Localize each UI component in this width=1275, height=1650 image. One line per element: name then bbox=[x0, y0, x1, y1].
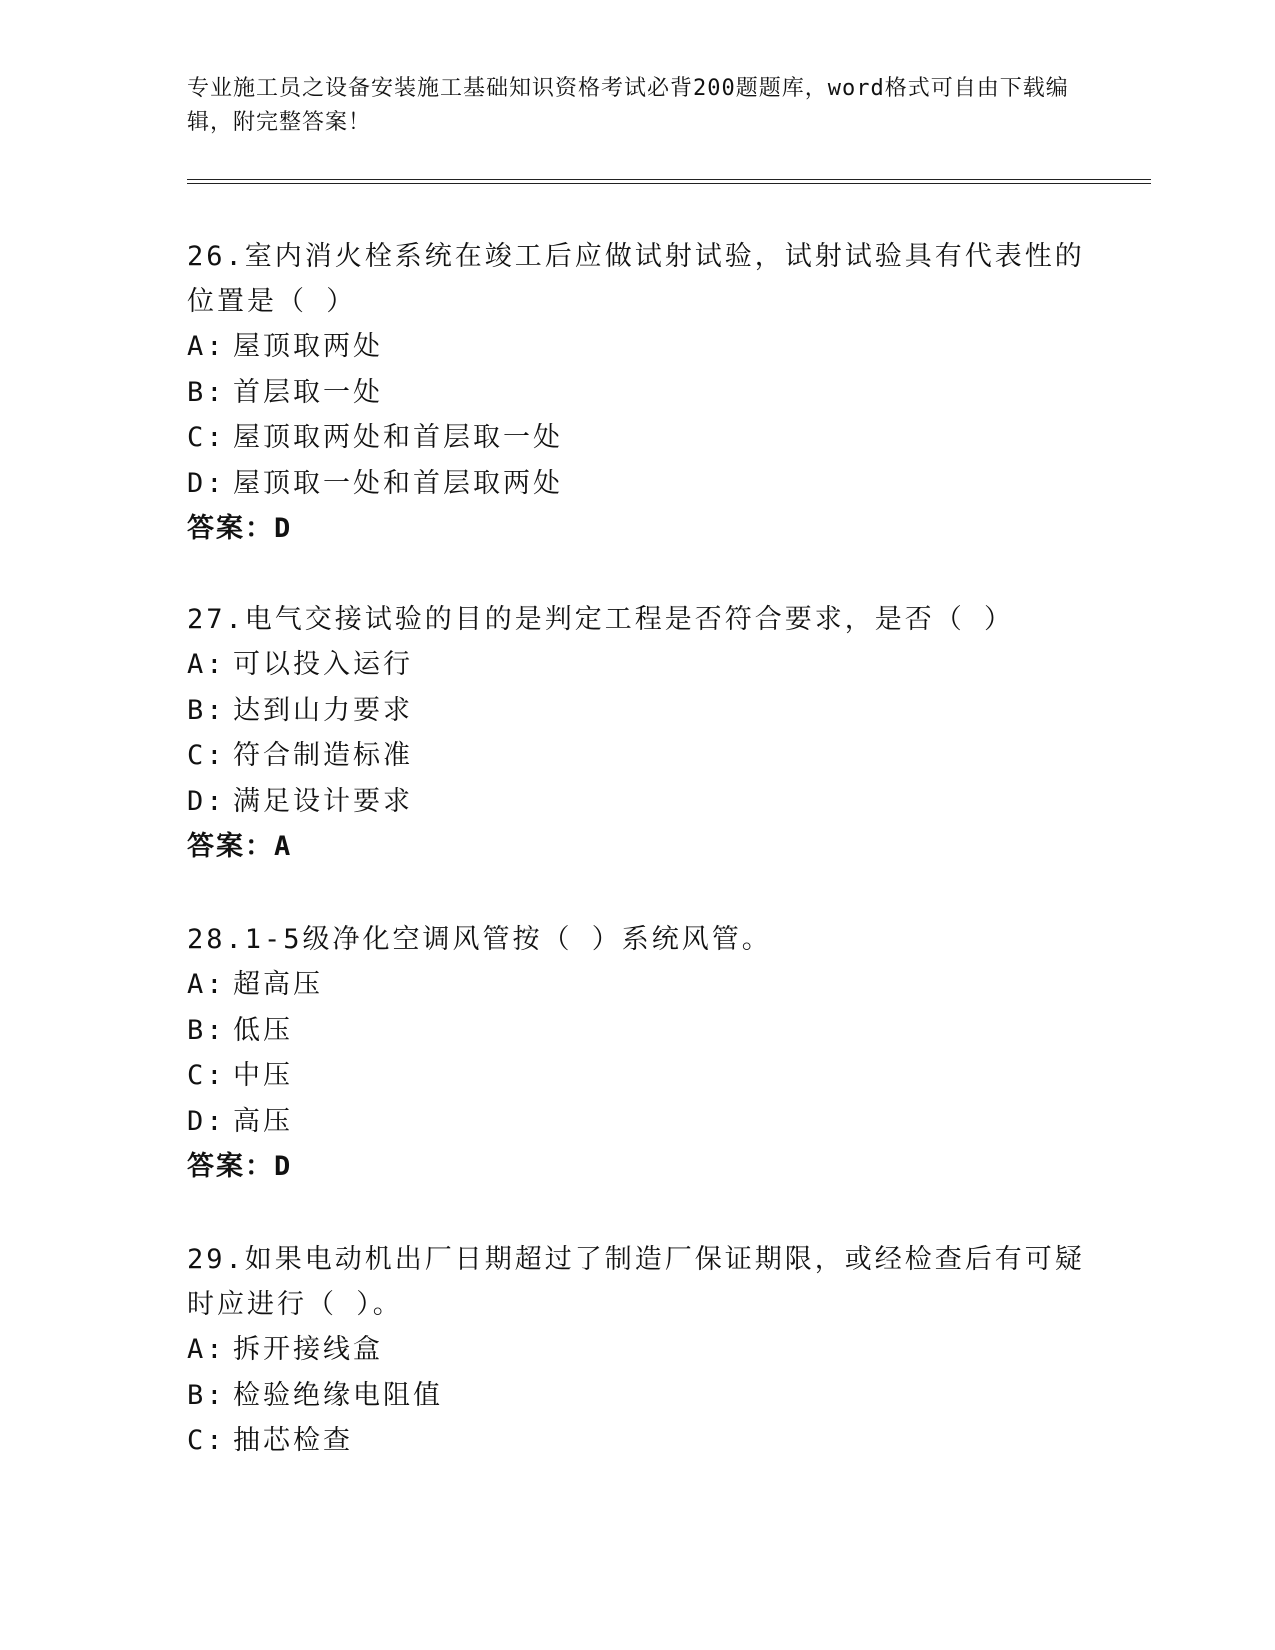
option-letter: B: bbox=[187, 376, 226, 408]
option-d bbox=[187, 1099, 1087, 1145]
header-rule-bottom bbox=[187, 183, 1151, 184]
option-letter: C: bbox=[187, 422, 226, 453]
option-c bbox=[187, 415, 1087, 461]
option-text: 中压 bbox=[233, 1060, 293, 1091]
question-27 bbox=[187, 597, 1087, 870]
answer-line: 答案：A bbox=[187, 831, 293, 862]
option-text: 达到山力要求 bbox=[233, 694, 413, 726]
option-text: 可以投入运行 bbox=[233, 649, 413, 680]
option-letter: D: bbox=[187, 467, 226, 499]
option-text: 抽芯检查 bbox=[233, 1425, 353, 1456]
question-text: 29.如果电动机出厂日期超过了制造厂保证期限，或经检查后有可疑时应进行（ ）。 bbox=[187, 1244, 1085, 1320]
option-c bbox=[187, 1418, 1087, 1464]
option-a bbox=[187, 642, 1087, 688]
option-a bbox=[187, 324, 1087, 370]
question-text: 27.电气交接试验的目的是判定工程是否符合要求，是否（ ） bbox=[187, 604, 1015, 635]
option-text: 屋顶取一处和首层取两处 bbox=[233, 467, 563, 499]
option-text: 超高压 bbox=[233, 969, 323, 1000]
option-letter: C: bbox=[187, 1060, 226, 1091]
option-b bbox=[187, 370, 1087, 416]
option-letter: D: bbox=[187, 785, 226, 817]
option-text: 高压 bbox=[233, 1105, 293, 1137]
option-letter: A: bbox=[187, 1334, 226, 1365]
option-text: 低压 bbox=[233, 1014, 293, 1046]
option-letter: A: bbox=[187, 649, 226, 680]
option-text: 检验绝缘电阻值 bbox=[233, 1379, 443, 1411]
answer-line: 答案：D bbox=[187, 513, 293, 544]
question-text: 28.1-5级净化空调风管按（ ）系统风管。 bbox=[187, 924, 772, 955]
header-rule-top bbox=[187, 179, 1151, 180]
option-letter: B: bbox=[187, 1014, 226, 1046]
question-text: 26.室内消火栓系统在竣工后应做试射试验，试射试验具有代表性的位置是（ ） bbox=[187, 241, 1085, 317]
option-text: 拆开接线盒 bbox=[233, 1334, 383, 1365]
option-text: 首层取一处 bbox=[233, 376, 383, 408]
option-letter: B: bbox=[187, 694, 226, 726]
option-letter: B: bbox=[187, 1379, 226, 1411]
option-c bbox=[187, 733, 1087, 779]
answer-line: 答案：D bbox=[187, 1151, 293, 1182]
option-letter: C: bbox=[187, 740, 226, 771]
option-b bbox=[187, 688, 1087, 734]
option-letter: A: bbox=[187, 969, 226, 1000]
option-text: 屋顶取两处 bbox=[233, 331, 383, 362]
option-a bbox=[187, 962, 1087, 1008]
option-letter: A: bbox=[187, 331, 226, 362]
option-text: 符合制造标准 bbox=[233, 740, 413, 771]
option-c bbox=[187, 1053, 1087, 1099]
document-header: 专业施工员之设备安装施工基础知识资格考试必背200题题库，word格式可自由下载编辑，附完整答案！ bbox=[187, 76, 1069, 135]
option-a bbox=[187, 1327, 1087, 1373]
option-text: 屋顶取两处和首层取一处 bbox=[233, 422, 563, 453]
option-b bbox=[187, 1373, 1087, 1419]
option-d bbox=[187, 461, 1087, 507]
question-26 bbox=[187, 234, 1087, 552]
option-letter: D: bbox=[187, 1105, 226, 1137]
question-29 bbox=[187, 1237, 1087, 1464]
option-d bbox=[187, 779, 1087, 825]
option-text: 满足设计要求 bbox=[233, 785, 413, 817]
question-28 bbox=[187, 917, 1087, 1190]
option-b bbox=[187, 1008, 1087, 1054]
option-letter: C: bbox=[187, 1425, 226, 1456]
